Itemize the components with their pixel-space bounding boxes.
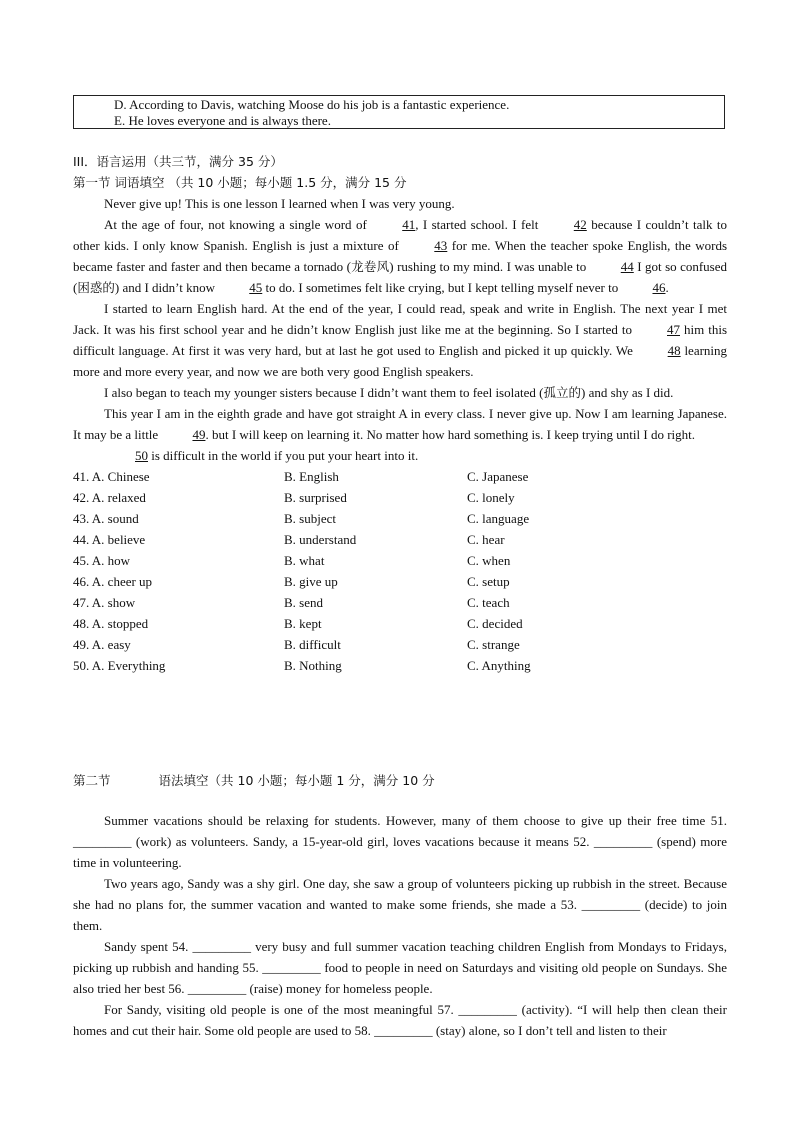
option-b: B. English bbox=[284, 469, 339, 484]
blank-41: 41 bbox=[402, 217, 416, 232]
option-row bbox=[73, 571, 727, 592]
cloze-paragraph-1: Never give up! This is one lesson I learned when I was very young. bbox=[104, 196, 455, 211]
text: to do. I sometimes felt like crying, but I kept telling myself never to bbox=[265, 280, 619, 295]
part-2-label: 第二节 bbox=[73, 773, 111, 788]
option-b: B. subject bbox=[284, 511, 336, 526]
option-a: 46. A. cheer up bbox=[73, 574, 153, 589]
option-a: 41. A. Chinese bbox=[73, 469, 150, 484]
section-3 bbox=[73, 151, 727, 676]
text: learning more and more every year, and now we are both very good English speakers. bbox=[73, 343, 728, 379]
option-a: 49. A. easy bbox=[73, 637, 131, 652]
part-1-title: 第一节 词语填空 （共 10 小题；每小题 1.5 分，满分 15 分 bbox=[73, 175, 407, 190]
cloze-paragraph-5 bbox=[73, 403, 727, 445]
part-2-heading: 语法填空（共 10 小题；每小题 1 分，满分 10 分 bbox=[158, 773, 435, 788]
option-b: B. surprised bbox=[284, 490, 347, 505]
grammar-paragraph-4: For Sandy, visiting old people is one of the most meaningful 57. _________ (activity). “I will help then clean their homes and cut their hair. Some old people are used to 58. _________ (stay) alone, so I don’t tell and listen to their bbox=[73, 1002, 727, 1038]
option-c: C. teach bbox=[467, 595, 510, 610]
blank-43: 43 bbox=[434, 238, 448, 253]
part-2-title bbox=[73, 770, 727, 791]
option-c: C. language bbox=[467, 511, 530, 526]
grammar-paragraph-1: Summer vacations should be relaxing for students. However, many of them choose to give up their free time 51. _________ (work) as volunteers. Sandy, a 15-year-old girl, loves vacations because it means 52. _________ (spend) more time in volunteering. bbox=[73, 813, 727, 870]
text: At the age of four, not knowing a single word of bbox=[104, 217, 367, 232]
text: ) and shy as I did. bbox=[580, 385, 674, 400]
text: , I started school. I felt bbox=[415, 217, 539, 232]
option-b: B. understand bbox=[284, 532, 357, 547]
grammar-paragraph-2: Two years ago, Sandy was a shy girl. One day, she saw a group of volunteers picking up rubbish in the street. Because she had no plans for, the summer vacation and wanted to make some friends, she made a 53. _________ (decide) to join them. bbox=[73, 876, 727, 933]
text: This year I am in the eighth grade and have got straight A in every class. I never give up. Now I am learning Japanese. It may be a little bbox=[73, 406, 727, 442]
text: . but I will keep on learning it. No matter how hard something is. I keep trying until I do right. bbox=[205, 427, 696, 442]
grammar-paragraph-3: Sandy spent 54. _________ very busy and full summer vacation teaching children English from Mondays to Fridays, picking up rubbish and handing 55. _________ food to people in need on Saturdays and visiting old people on Sundays. She also tried her best 56. _________ (raise) money for homeless people. bbox=[73, 939, 727, 996]
option-c: C. Anything bbox=[467, 658, 531, 673]
option-c: C. strange bbox=[467, 637, 520, 652]
text: is difficult in the world if you put your heart into it. bbox=[151, 448, 419, 463]
option-a: 42. A. relaxed bbox=[73, 490, 146, 505]
text: . bbox=[665, 280, 669, 295]
option-row bbox=[73, 550, 727, 571]
option-row bbox=[73, 592, 727, 613]
text: ) rushing to my mind. I was unable to bbox=[389, 259, 587, 274]
option-row bbox=[73, 466, 727, 487]
option-c: C. setup bbox=[467, 574, 510, 589]
chinese-gloss: 龙卷风 bbox=[350, 259, 390, 274]
option-b: B. Nothing bbox=[284, 658, 342, 673]
option-e: E. He loves everyone and is always there. bbox=[114, 113, 331, 128]
option-c: C. when bbox=[467, 553, 511, 568]
blank-48: 48 bbox=[667, 343, 681, 358]
option-row bbox=[73, 634, 727, 655]
option-c: C. Japanese bbox=[467, 469, 529, 484]
option-a: 47. A. show bbox=[73, 595, 136, 610]
options-list bbox=[73, 466, 727, 676]
chinese-gloss: 孤立的 bbox=[543, 385, 581, 400]
option-b: B. kept bbox=[284, 616, 322, 631]
text: because I couldn’t talk to other kids. I only know Spanish. English is just a mixture of bbox=[73, 217, 728, 253]
cloze-paragraph-3 bbox=[73, 298, 727, 382]
text: him this difficult language. At first it was very hard, but at last he got used to English and picked it up quickly. We bbox=[73, 322, 728, 358]
option-a: 45. A. how bbox=[73, 553, 131, 568]
blank-46: 46 bbox=[652, 280, 666, 295]
blank-45: 45 bbox=[249, 280, 263, 295]
text: I also began to teach my younger sisters because I didn’t want them to feel isolated ( bbox=[104, 385, 544, 400]
blank-50: 50 bbox=[135, 448, 148, 463]
option-c: C. lonely bbox=[467, 490, 515, 505]
chinese-gloss: 困惑的 bbox=[77, 280, 115, 295]
option-a: 48. A. stopped bbox=[73, 616, 149, 631]
option-b: B. difficult bbox=[284, 637, 341, 652]
text: for me. When the teacher spoke English, the words became faster and faster and then became a tornado ( bbox=[73, 238, 728, 274]
option-c: C. hear bbox=[467, 532, 505, 547]
section-3-title: III．语言运用（共三节，满分 35 分） bbox=[73, 154, 283, 169]
option-b: B. what bbox=[284, 553, 325, 568]
reading-options-box bbox=[73, 95, 725, 129]
text: I started to learn English hard. At the end of the year, I could read, speak and write in English. The next year I met Jack. It was his first school year and he didn’t know English just like me at the beginning. So I started to bbox=[73, 301, 727, 337]
option-c: C. decided bbox=[467, 616, 523, 631]
text: ) and I didn’t know bbox=[114, 280, 215, 295]
option-row bbox=[73, 529, 727, 550]
option-a: 44. A. believe bbox=[73, 532, 146, 547]
option-row bbox=[73, 655, 727, 676]
option-b: B. give up bbox=[284, 574, 338, 589]
option-a: 50. A. Everything bbox=[73, 658, 166, 673]
blank-47: 47 bbox=[667, 322, 680, 337]
option-d: D. According to Davis, watching Moose do his job is a fantastic experience. bbox=[114, 97, 510, 112]
cloze-paragraph-6 bbox=[73, 445, 727, 466]
blank-42: 42 bbox=[573, 217, 587, 232]
part-2 bbox=[73, 770, 727, 1041]
cloze-paragraph-4 bbox=[73, 382, 727, 403]
option-row bbox=[73, 613, 727, 634]
option-row bbox=[73, 487, 727, 508]
cloze-paragraph-2 bbox=[73, 214, 727, 298]
option-row bbox=[73, 508, 727, 529]
option-b: B. send bbox=[284, 595, 323, 610]
option-a: 43. A. sound bbox=[73, 511, 139, 526]
blank-44: 44 bbox=[620, 259, 634, 274]
text: I got so confused ( bbox=[73, 259, 728, 295]
blank-49: 49 bbox=[192, 427, 206, 442]
